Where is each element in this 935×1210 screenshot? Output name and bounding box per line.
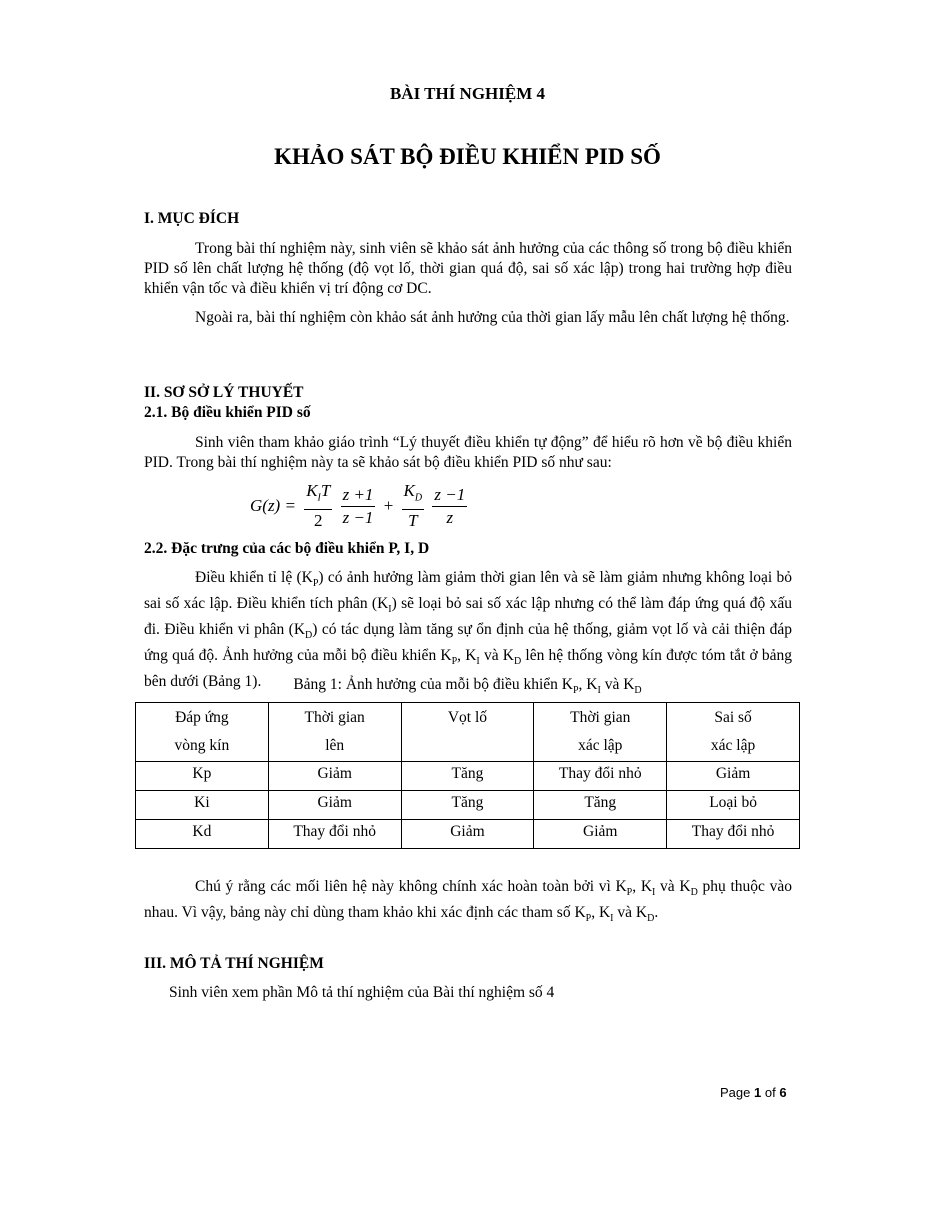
table-cell: Thay đổi nhỏ — [667, 820, 800, 849]
table-header-cell: Đáp ứng vòng kín — [136, 703, 269, 762]
lab-number-title: BÀI THÍ NGHIỆM 4 — [389, 84, 546, 103]
table-cell: Thay đổi nhỏ — [268, 820, 401, 849]
table-header-cell: Vọt lố — [401, 703, 534, 762]
table-header-cell: Sai số xác lập — [667, 703, 800, 762]
section-2-heading: II. SƠ SỞ LÝ THUYẾT — [144, 384, 304, 401]
section-3-heading: III. MÔ TẢ THÍ NGHIỆM — [144, 955, 324, 972]
section-1-paragraph-2: Ngoài ra, bài thí nghiệm còn khảo sát ảnh hưởng của thời gian lấy mẫu lên chất lượng hệ thống. — [195, 309, 790, 326]
equation-lhs: G(z) = — [250, 496, 296, 516]
subsection-2-2-paragraph: Điều khiển tỉ lệ $(K_P)$ có ảnh hưởng làm giảm thời gian lên và sẽ làm giảm nhưng không loại bỏ sai số xác lập. Điều khiển tích phân $(K_I)$ sẽ loại bỏ sai số xác lập nhưng có thể làm đáp ứng quá độ xấu đi. Điều khiển vi phân $(K_D)$ có tác dụng làm tăng sự ổn định của hệ thống, giảm vọt lố và cải thiện đáp ứng quá độ. Ảnh hưởng của mỗi bộ điều khiển $K_P$, $K_I$ và $K_D$ lên hệ thống vòng kín được tóm tắt ở bảng bên dưới (Bảng 1). — [144, 569, 792, 691]
equation-plus: + — [383, 496, 394, 516]
equation-term-1: $\frac{K_IT}{2}$ — [306, 481, 331, 531]
pid-effects-table — [135, 702, 800, 849]
table-cell: Thay đổi nhỏ — [534, 762, 667, 791]
equation-term-3: $\frac{K_D}{T}$ — [403, 481, 423, 531]
table-header-cell: Thời gian lên — [268, 703, 401, 762]
table-cell: Giảm — [534, 820, 667, 849]
subsection-2-2-heading: 2.2. Đặc trưng của các bộ điều khiển P, I, D — [144, 540, 430, 557]
table-cell: Giảm — [401, 820, 534, 849]
table-header-row — [136, 703, 800, 762]
table-row — [136, 820, 800, 849]
table-cell: Giảm — [268, 791, 401, 820]
subsection-2-1-paragraph: Sinh viên tham khảo giáo trình “Lý thuyết điều khiển tự động” để hiểu rõ hơn về bộ điều khiển PID. Trong bài thí nghiệm này ta sẽ khảo sát bộ điều khiển PID số như sau: — [144, 434, 792, 471]
subsection-2-1-heading: 2.1. Bộ điều khiển PID số — [144, 404, 311, 421]
table-caption: Bảng 1: Ảnh hưởng của mỗi bộ điều khiển $K_P$, $K_I$ và $K_D$ — [293, 676, 642, 697]
page-footer: Page 1 of 6 — [720, 1085, 787, 1100]
table-note-paragraph: Chú ý rằng các mối liên hệ này không chính xác hoàn toàn bởi vì $K_P$, $K_I$ và $K_D$ phụ thuộc vào nhau. Vì vậy, bảng này chỉ dùng tham khảo khi xác định các tham số $K_P$, $K_I$ và $K_D$. — [144, 878, 792, 925]
section-3-paragraph: Sinh viên xem phần Mô tả thí nghiệm của Bài thí nghiệm số 4 — [169, 984, 555, 1001]
pid-transfer-function-equation — [248, 481, 469, 529]
table-cell: Ki — [136, 791, 269, 820]
table-cell: Kp — [136, 762, 269, 791]
table-cell: Tăng — [401, 791, 534, 820]
table-cell: Kd — [136, 820, 269, 849]
section-1-paragraph-1: Trong bài thí nghiệm này, sinh viên sẽ khảo sát ảnh hưởng của các thông số trong bộ điều khiển PID số lên chất lượng hệ thống (độ vọt lố, thời gian quá độ, sai số xác lập) trong hai trường hợp điều khiển vận tốc và điều khiển vị trí động cơ DC. — [144, 240, 792, 297]
document-title: KHẢO SÁT BỘ ĐIỀU KHIỂN PID SỐ — [274, 144, 661, 169]
table-row — [136, 762, 800, 791]
table-cell: Giảm — [667, 762, 800, 791]
equation-term-4: $\frac{z -1}{z}$ — [434, 484, 466, 527]
table-cell: Loại bỏ — [667, 791, 800, 820]
table-cell: Tăng — [534, 791, 667, 820]
section-1-heading: I. MỤC ĐÍCH — [144, 210, 240, 227]
table-cell: Giảm — [268, 762, 401, 791]
table-header-cell: Thời gian xác lập — [534, 703, 667, 762]
table-row — [136, 791, 800, 820]
table-cell: Tăng — [401, 762, 534, 791]
equation-term-2: $\frac{z +1}{z -1}$ — [342, 484, 374, 527]
